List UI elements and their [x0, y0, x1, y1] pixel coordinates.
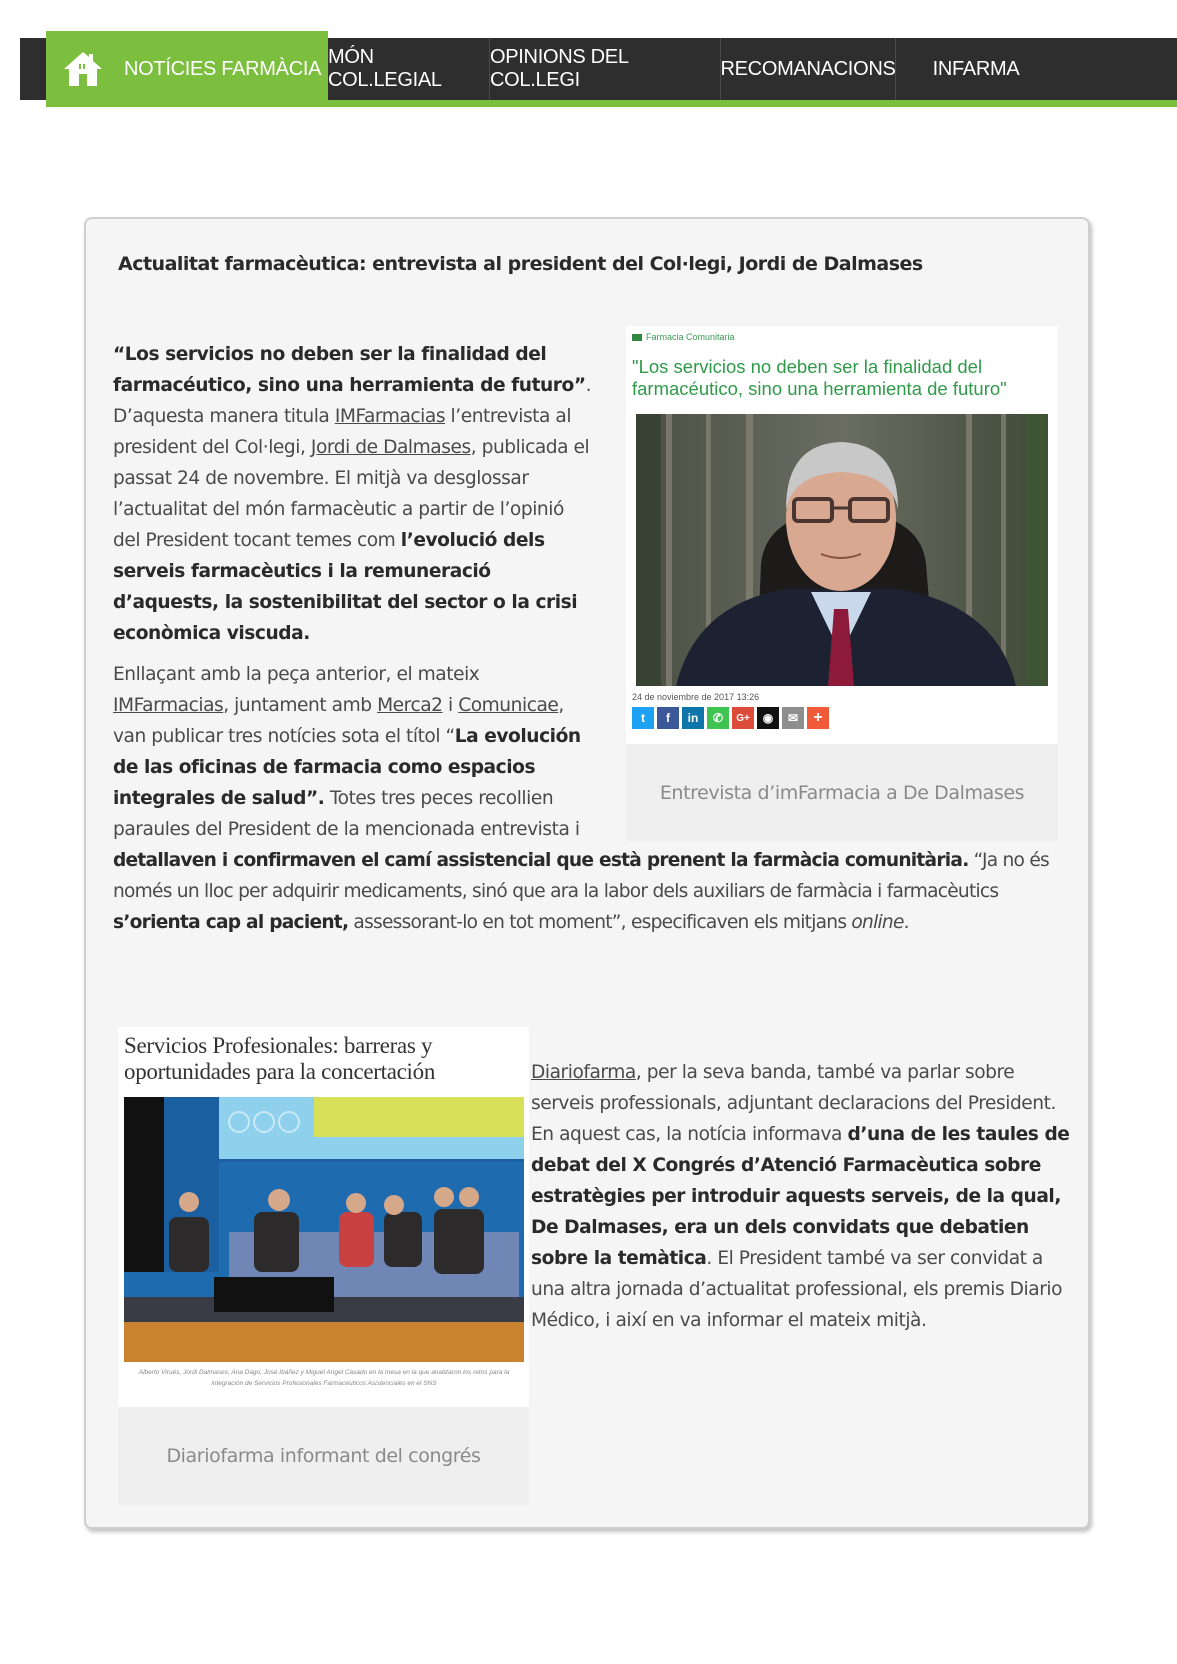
- publish-date: 24 de noviembre de 2017 13:26: [632, 692, 760, 702]
- nav-item-label: OPINIONS DEL COL.LEGI: [490, 46, 628, 91]
- text: .: [903, 912, 909, 933]
- house-icon: [62, 50, 104, 88]
- link-jordi-de-dalmases[interactable]: Jordi de Dalmases: [310, 437, 471, 458]
- bold-text: s’orienta cap al pacient,: [113, 912, 349, 933]
- text: , van publicar tres notícies sota el títol “: [113, 695, 564, 747]
- text: . D’aquesta manera titula: [113, 375, 592, 427]
- glyph: t: [641, 711, 645, 725]
- text: “Ja no és només un lloc per adquirir medicaments, sinó que ara la labor dels auxiliars de farmàcia i farmacèutics: [113, 850, 1049, 902]
- text: assessorant-lo en tot moment”, especificaven els mitjans: [348, 912, 852, 933]
- text: , per la seva banda, també va parlar sobre serveis professionals, adjuntant declaracions del President. En aquest cas, la notícia informava: [531, 1062, 1056, 1145]
- text: Totes tres peces recollien paraules del President de la mencionada entrevista i: [113, 788, 580, 840]
- glyph: f: [666, 711, 670, 725]
- figure-caption: Entrevista d’imFarmacia a De Dalmases: [659, 781, 1025, 804]
- glyph: +: [813, 709, 823, 726]
- nav-item-label: NOTÍCIES FARMÀCIA: [124, 57, 322, 80]
- panel-debate-image: [124, 1097, 524, 1362]
- nav-item-opinions[interactable]: [490, 38, 721, 100]
- diariofarma-headline: Servicios Profesionales: barreras y oportunidades para la concertación: [124, 1033, 436, 1084]
- article-paragraph-3: [531, 1057, 1071, 1336]
- text: . El President també va ser convidat a una altra jornada d’actualitat professional, els premis Diario Médico, i així en va informar el mateix mitjà.: [531, 1248, 1063, 1331]
- text: l’entrevista al president del Col·legi,: [113, 406, 572, 458]
- glyph: ✉: [787, 711, 799, 725]
- imfarmacia-headline: "Los servicios no deben ser la finalidad del farmacéutico, sino una herramienta de futuro": [632, 356, 1007, 399]
- glyph: ◉: [762, 711, 774, 725]
- article-title: Actualitat farmacèutica: entrevista al president del Col·legi, Jordi de Dalmases: [118, 253, 923, 275]
- glyph: G+: [736, 712, 750, 724]
- glyph: ✆: [712, 711, 724, 725]
- link-imfarmacias-2[interactable]: IMFarmacias: [113, 695, 224, 716]
- link-merca2[interactable]: Merca2: [377, 695, 443, 716]
- bold-text: d’una de les taules de debat del X Congrés d’Atenció Farmacèutica sobre estratègies per introduir aquests serveis, de la qual, De Dalmases, era un dels convidats que debatien sobre la temàtica: [531, 1124, 1070, 1269]
- bold-text: detallaven i confirmaven el camí assistencial que està prenent la farmàcia comunitària.: [113, 850, 969, 871]
- italic-text: online: [851, 912, 904, 933]
- text: Enllaçant amb la peça anterior, el mateix: [113, 664, 480, 685]
- link-imfarmacias[interactable]: IMFarmacias: [334, 406, 446, 427]
- congress-photo: [124, 1097, 524, 1362]
- section-text: Farmacia Comunitaria: [646, 332, 735, 342]
- glyph: in: [687, 711, 699, 725]
- quote-headline: “Los servicios no deben ser la finalidad del farmacéutico, sino una herramienta de futuro”: [113, 344, 586, 396]
- link-diariofarma[interactable]: Diariofarma: [531, 1062, 636, 1083]
- president-photo: [636, 414, 1048, 686]
- text: , publicada el passat 24 de novembre. El mitjà va desglossar l’actualitat del món farmacèutic a partir de l’opinió del President tocant temes com: [113, 437, 590, 551]
- article-paragraph-1: [113, 339, 593, 649]
- pharmacy-icon: [632, 334, 642, 341]
- section-label: [632, 332, 735, 342]
- nav-item-label: RECOMANACIONS: [720, 57, 896, 80]
- text: , juntament amb: [223, 695, 378, 716]
- nav-item-recomanacions[interactable]: [721, 38, 896, 100]
- photo-caption: Alberto Virués, Jordi Dalmases, Ana Dago, José Ibáñez y Miguel Angel Casado en la mesa en la que analizaron los retos para la integración de Servicios Profesionales Farmacéuticos Asistenciales en el SNS: [138, 1369, 510, 1387]
- nav-item-infarma[interactable]: [896, 38, 1056, 100]
- bold-text: l’evolució dels serveis farmacèutics i la remuneració d’aquests, la sostenibilitat del sector o la crisi econòmica viscuda.: [113, 530, 578, 644]
- link-comunicae[interactable]: Comunicae: [458, 695, 559, 716]
- figure-diariofarma: [118, 1027, 529, 1505]
- figure-caption: Diariofarma informant del congrés: [166, 1445, 481, 1467]
- article-card: [84, 217, 1090, 1529]
- diariofarma-screenshot[interactable]: [118, 1027, 529, 1407]
- nav-item-label: INFARMA: [932, 57, 1020, 80]
- text: i: [442, 695, 459, 716]
- nav-item-label: MÓN COL.LEGIAL: [328, 46, 442, 91]
- nav-item-mon-collegial[interactable]: [328, 38, 490, 100]
- bold-text: La evolución de las oficinas de farmacia como espacios integrales de salud”.: [113, 726, 581, 809]
- portrait-image: [636, 414, 1048, 686]
- nav-item-noticies-farmacia[interactable]: [46, 31, 328, 107]
- article-paragraph-2: [113, 659, 1063, 938]
